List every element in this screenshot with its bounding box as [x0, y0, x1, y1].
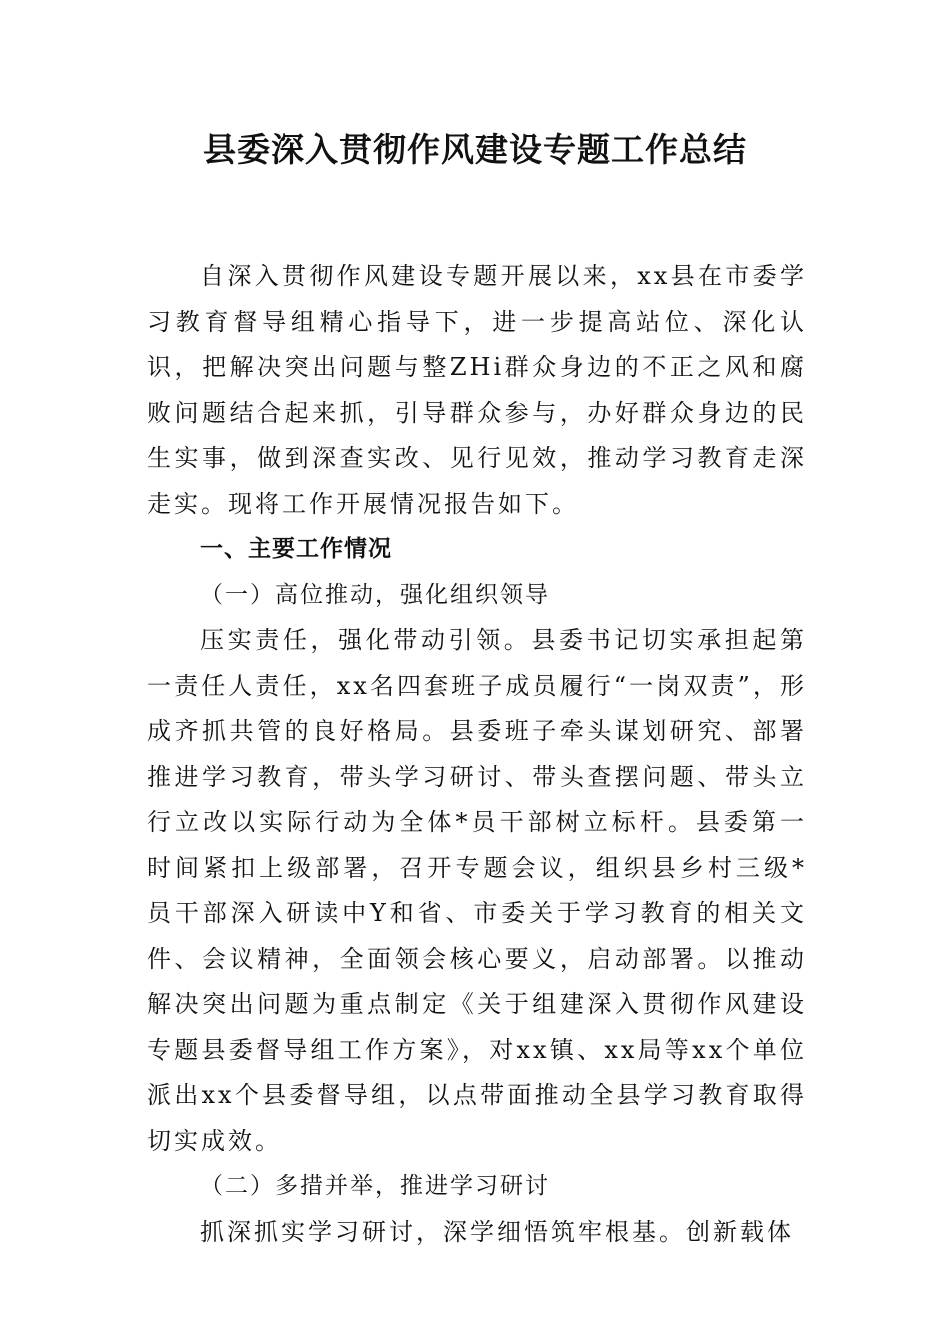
- subsection-1-paragraph: 压实责任，强化带动引领。县委书记切实承担起第一责任人责任，xx名四套班子成员履行“一岗双责”，形成齐抓共管的良好格局。县委班子牵头谋划研究、部署推进学习教育，带头学习研讨、带头查摆问题、带头立行立改以实际行动为全体*员干部树立标杆。县委第一时间紧扣上级部署，召开专题会议，组织县乡村三级*员干部深入研读中Y和省、市委关于学习教育的相关文件、会议精神，全面领会核心要义，启动部署。以推动解决突出问题为重点制定《关于组建深入贯彻作风建设专题县委督导组工作方案》，对xx镇、xx局等xx个单位派出xx个县委督导组，以点带面推动全县学习教育取得切实成效。: [147, 626, 807, 1155]
- document-title: 县委深入贯彻作风建设专题工作总结: [203, 130, 747, 169]
- section-heading-main-work: 一、主要工作情况: [200, 536, 392, 562]
- subsection-heading-1: （一）高位推动，强化组织领导: [200, 581, 550, 608]
- intro-paragraph: 自深入贯彻作风建设专题开展以来，xx县在市委学习教育督导组精心指导下，进一步提高站位、深化认识，把解决突出问题与整ZHi群众身边的不正之风和腐败问题结合起来抓，引导群众参与，办好群众身边的民生实事，做到深查实改、见行见效，推动学习教育走深走实。现将工作开展情况报告如下。: [147, 262, 807, 518]
- subsection-2-paragraph: 抓深抓实学习研讨，深学细悟筑牢根基。创新载体: [200, 1217, 794, 1246]
- document-body: [147, 254, 807, 1255]
- subsection-heading-2: （二）多措并举，推进学习研讨: [200, 1173, 550, 1199]
